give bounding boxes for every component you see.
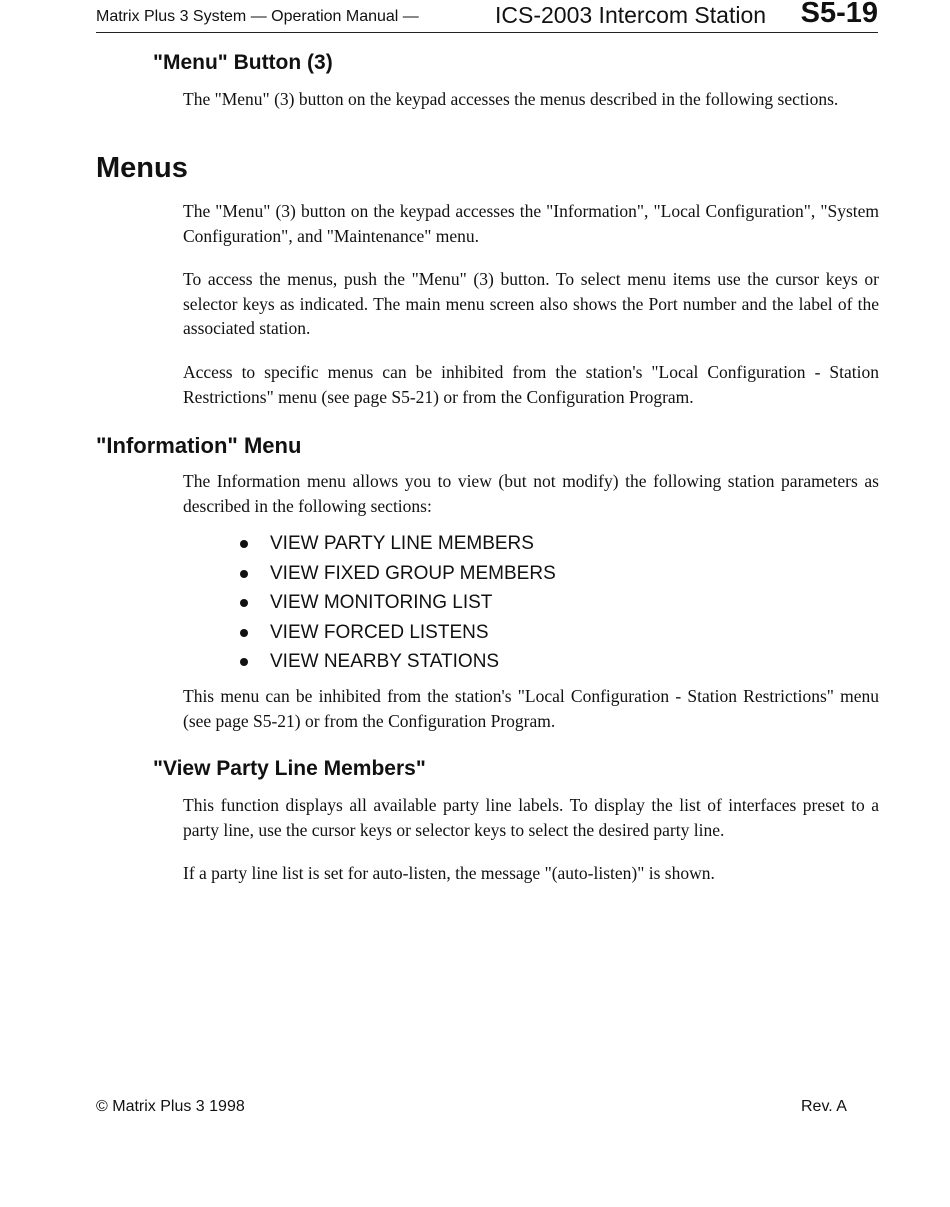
view-party-line-heading: "View Party Line Members" <box>153 757 426 780</box>
menus-paragraph-2: To access the menus, push the "Menu" (3) button. To select menu items use the cursor keys or selector keys as indicated. The main menu screen also shows the Port number and the label of the associated station. <box>183 269 879 338</box>
menus-heading: Menus <box>96 152 188 184</box>
bullet-icon <box>240 658 248 666</box>
page-header <box>96 0 878 33</box>
view-party-line-paragraph-2: If a party line list is set for auto-listen, the message "(auto-listen)" is shown. <box>183 863 715 883</box>
list-item <box>238 650 556 680</box>
menus-paragraph-1: The "Menu" (3) button on the keypad accesses the "Information", "Local Configuration", "System Configuration", and "Maintenance" menu. <box>183 201 879 246</box>
bullet-icon <box>240 629 248 637</box>
bullet-icon <box>240 540 248 548</box>
menus-paragraph-3: Access to specific menus can be inhibited from the station's "Local Configuration - Station Restrictions" menu (see page S5-21) or from the Configuration Program. <box>183 362 879 407</box>
menu-button-paragraph: The "Menu" (3) button on the keypad accesses the menus described in the following sections. <box>183 89 839 109</box>
footer-copyright: © Matrix Plus 3 1998 <box>96 1098 245 1115</box>
information-menu-list <box>238 532 556 680</box>
list-item-label: VIEW FORCED LISTENS <box>270 621 489 643</box>
menu-button-heading: "Menu" Button (3) <box>153 51 333 74</box>
list-item <box>238 591 556 621</box>
list-item <box>238 621 556 651</box>
list-item-label: VIEW MONITORING LIST <box>270 592 493 613</box>
page-number: S5-19 <box>800 0 878 29</box>
view-party-line-paragraph-1: This function displays all available party line labels. To display the list of interfaces preset to a party line, use the cursor keys or selector keys to select the desired party line. <box>183 795 879 840</box>
list-item <box>238 562 556 592</box>
manual-title: Matrix Plus 3 System — Operation Manual — <box>96 8 419 25</box>
information-menu-note: This menu can be inhibited from the station's "Local Configuration - Station Restrictions" menu (see page S5-21) or from the Configuration Program. <box>183 686 879 731</box>
list-item-label: VIEW FIXED GROUP MEMBERS <box>270 562 556 584</box>
footer-revision: Rev. A <box>801 1098 847 1115</box>
list-item-label: VIEW PARTY LINE MEMBERS <box>270 533 534 554</box>
bullet-icon <box>240 599 248 607</box>
bullet-icon <box>240 570 248 578</box>
information-menu-intro: The Information menu allows you to view (but not modify) the following station parameters as described in the following sections: <box>183 471 879 516</box>
station-title: ICS-2003 Intercom Station <box>495 2 767 28</box>
list-item-label: VIEW NEARBY STATIONS <box>270 651 500 672</box>
list-item <box>238 532 556 562</box>
information-menu-heading: "Information" Menu <box>96 433 302 458</box>
